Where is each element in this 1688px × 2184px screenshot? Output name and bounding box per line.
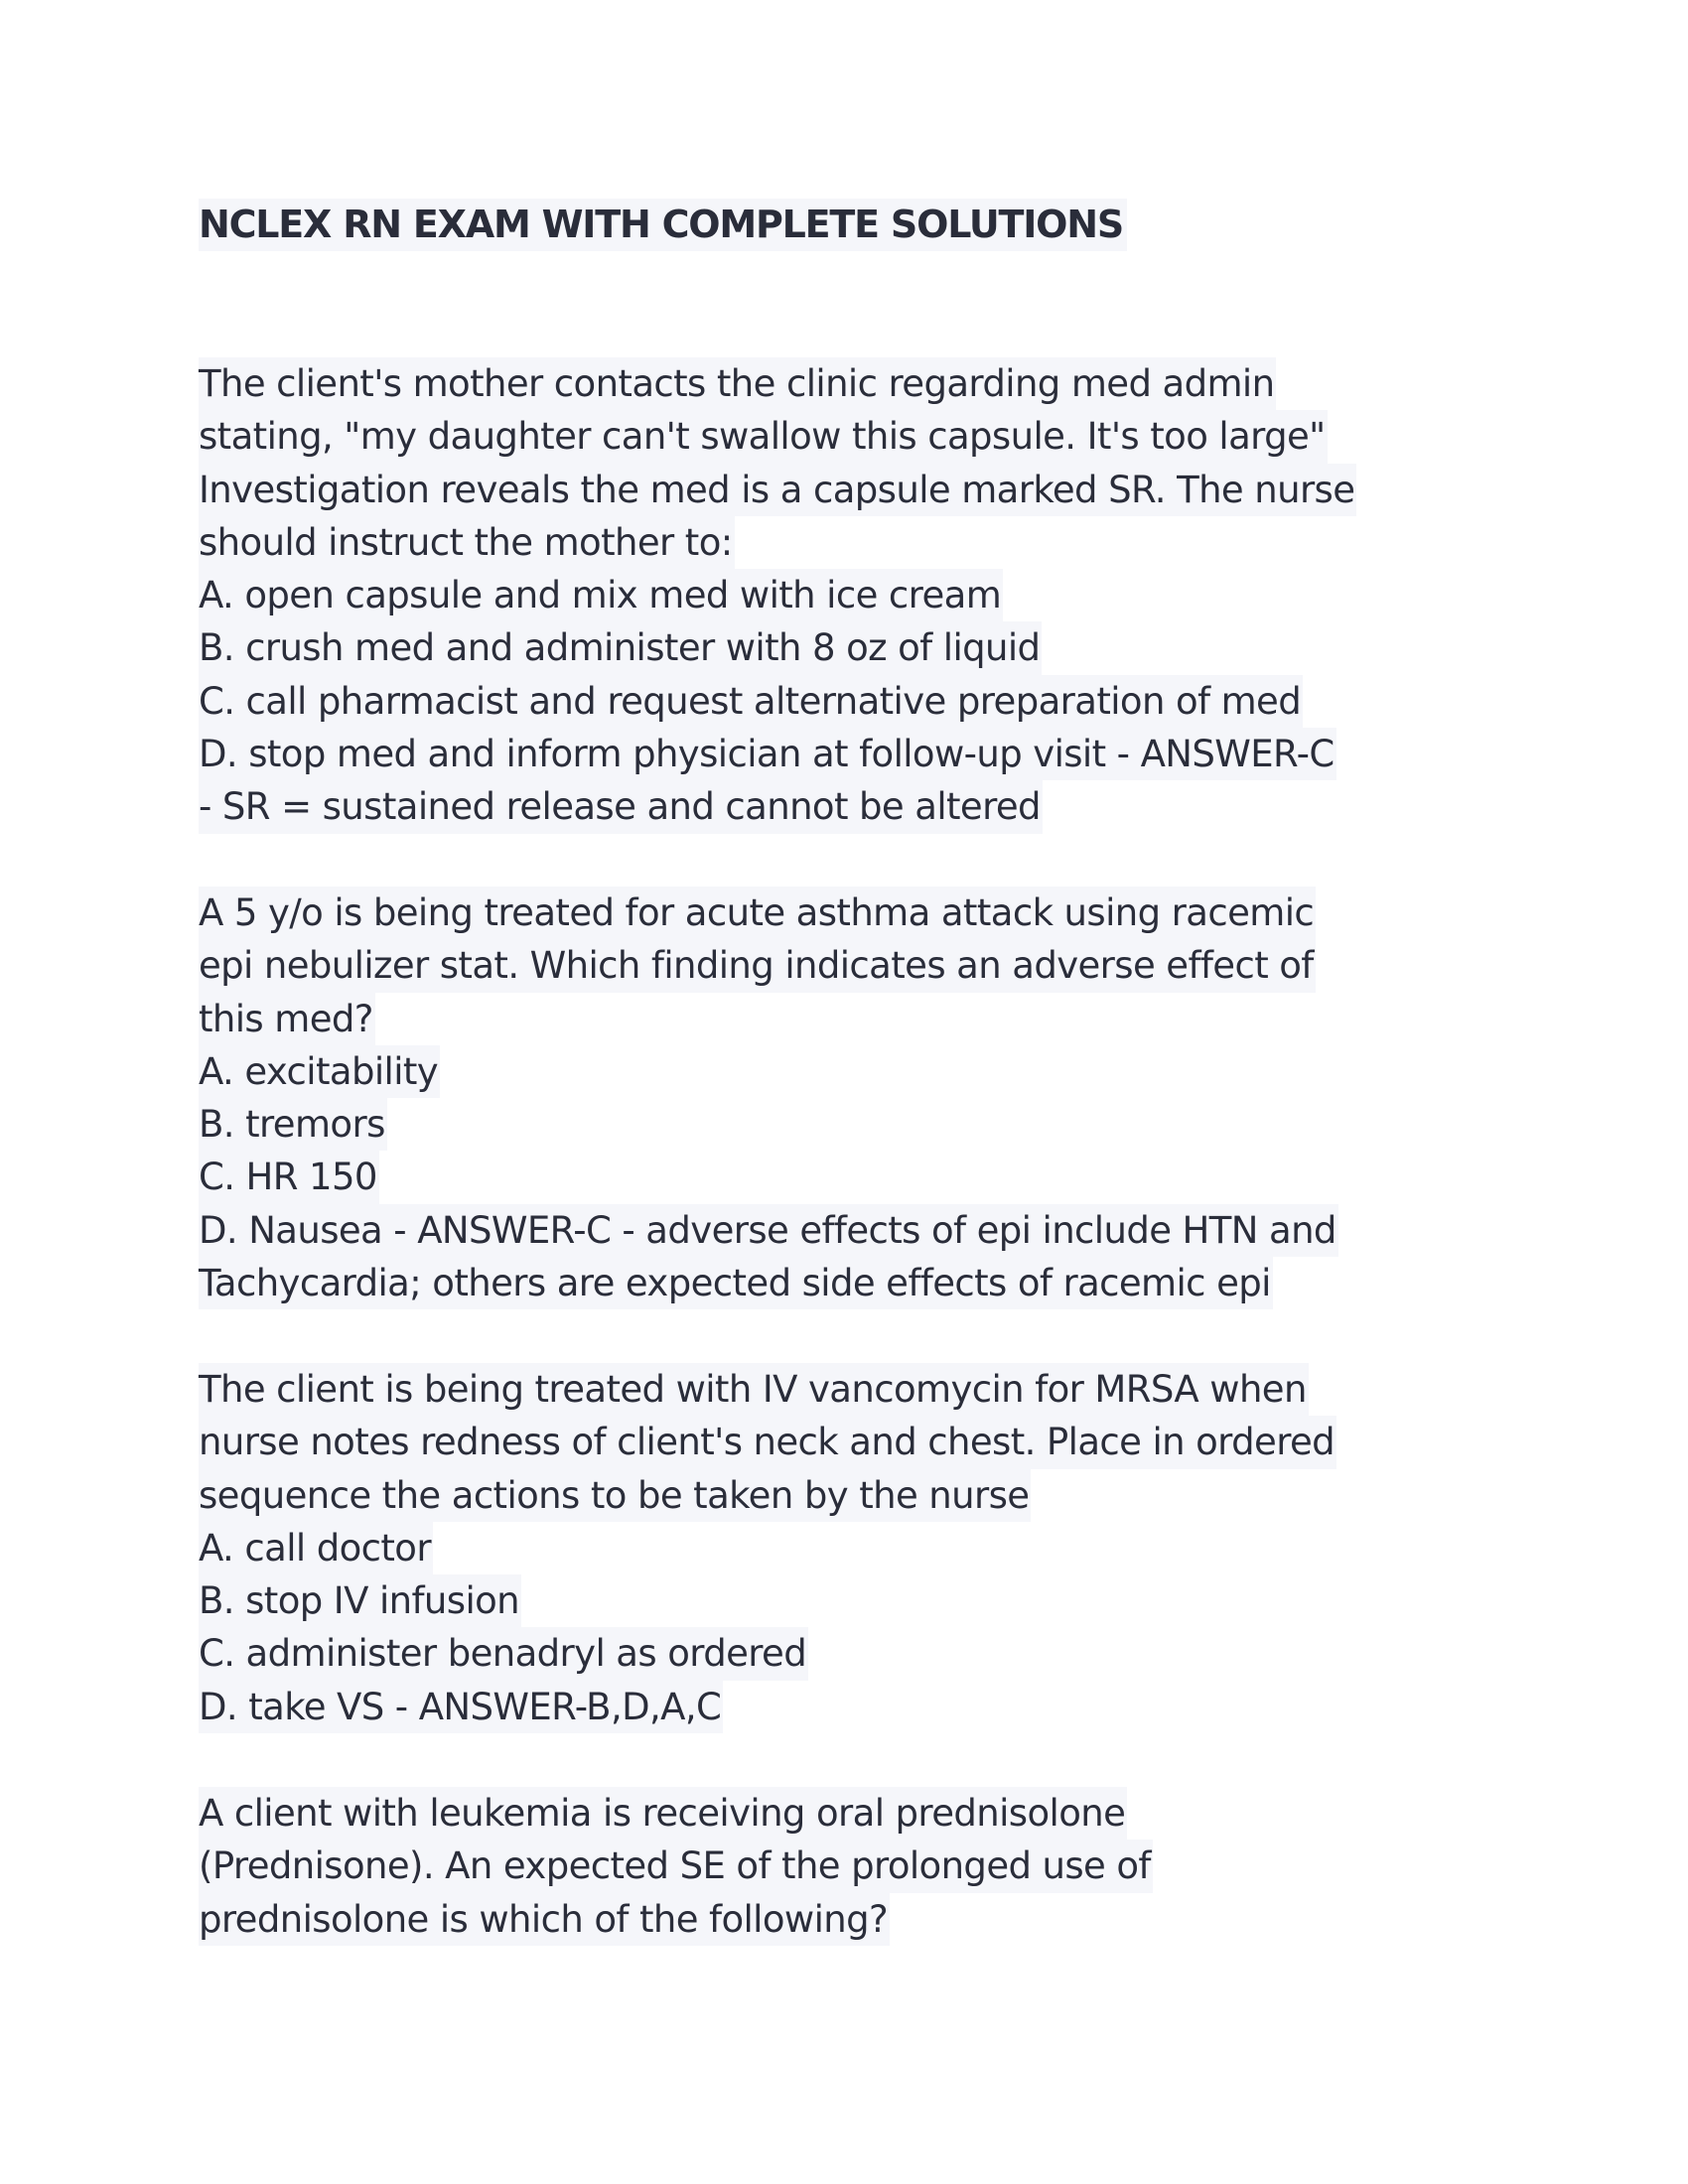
- question-line: The client's mother contacts the clinic regarding med admin: [199, 357, 1356, 410]
- question-line: Investigation reveals the med is a capsule marked SR. The nurse: [199, 464, 1356, 516]
- question-2: [199, 887, 1338, 1309]
- question-line: should instruct the mother to:: [199, 516, 1356, 569]
- question-line: prednisolone is which of the following?: [199, 1893, 1153, 1946]
- question-line: epi nebulizer stat. Which finding indicates an adverse effect of: [199, 939, 1338, 992]
- answer-rationale: - SR = sustained release and cannot be altered: [199, 780, 1356, 833]
- question-line: The client is being treated with IV vancomycin for MRSA when: [199, 1363, 1336, 1416]
- document-title: [199, 199, 1127, 251]
- answer-option-d: D. take VS - ANSWER-B,D,A,C: [199, 1681, 1336, 1733]
- question-1: [199, 357, 1356, 834]
- answer-option-c: C. call pharmacist and request alternative preparation of med: [199, 675, 1356, 728]
- answer-option-c: C. administer benadryl as ordered: [199, 1627, 1336, 1680]
- answer-option-d: D. Nausea - ANSWER-C - adverse effects of epi include HTN and: [199, 1204, 1338, 1257]
- question-4: [199, 1787, 1153, 1946]
- answer-option-a: A. open capsule and mix med with ice cream: [199, 569, 1356, 621]
- question-line: nurse notes redness of client's neck and chest. Place in ordered: [199, 1416, 1336, 1468]
- title-text: NCLEX RN EXAM WITH COMPLETE SOLUTIONS: [199, 199, 1127, 251]
- answer-option-b: B. stop IV infusion: [199, 1574, 1336, 1627]
- question-line: A 5 y/o is being treated for acute asthma attack using racemic: [199, 887, 1338, 939]
- answer-option-d: D. stop med and inform physician at follow-up visit - ANSWER-C: [199, 728, 1356, 780]
- answer-option-b: B. crush med and administer with 8 oz of liquid: [199, 621, 1356, 674]
- question-line: this med?: [199, 993, 1338, 1045]
- answer-rationale: Tachycardia; others are expected side effects of racemic epi: [199, 1257, 1338, 1309]
- question-line: sequence the actions to be taken by the nurse: [199, 1469, 1336, 1522]
- answer-option-a: A. call doctor: [199, 1522, 1336, 1574]
- question-line: (Prednisone). An expected SE of the prolonged use of: [199, 1840, 1153, 1892]
- answer-option-c: C. HR 150: [199, 1151, 1338, 1203]
- question-3: [199, 1363, 1336, 1733]
- answer-option-a: A. excitability: [199, 1045, 1338, 1098]
- answer-option-b: B. tremors: [199, 1098, 1338, 1151]
- question-line: A client with leukemia is receiving oral prednisolone: [199, 1787, 1153, 1840]
- question-line: stating, "my daughter can't swallow this capsule. It's too large": [199, 410, 1356, 463]
